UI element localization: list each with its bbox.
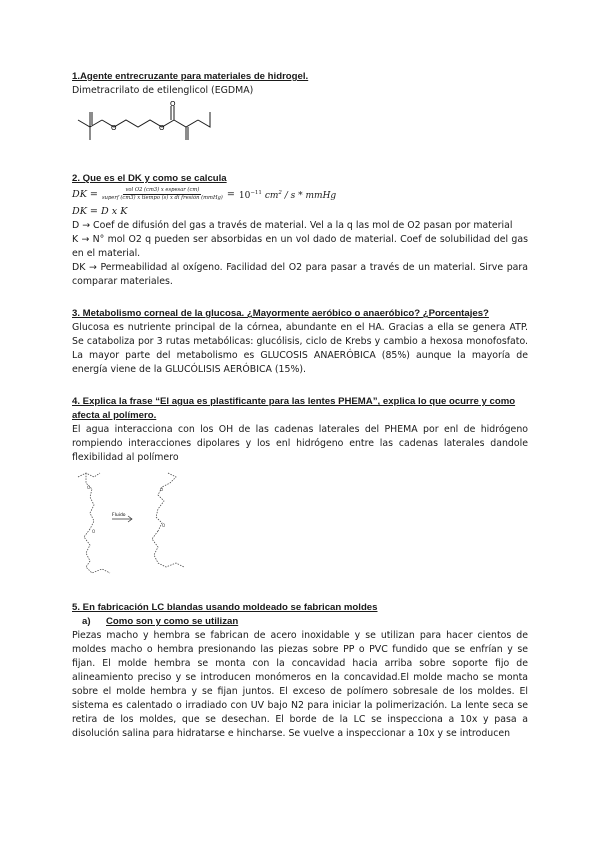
section-4-title: 4. Explica la frase “El agua es plastificante para las lentes PHEMA”, explica lo que ocurre y como afecta al polímero. <box>72 396 516 421</box>
section-3-text: Glucosa es nutriente principal de la córnea, abundante en el HA. Gracias a ella se genera ATP. Se cataboliza por 3 rutas metabólicas: glucólisis, ciclo de Krebs y cambio a hexosa monofosfato. La mayor parte del metabolismo es GLUCOSIS ANAERÓBICA (85%) aunque la mayoría de energía viene de la GLUCÓLISIS AERÓBICA (15%). <box>72 322 528 375</box>
svg-text:O: O <box>160 487 164 492</box>
fluid-arrow-label: Fluido <box>112 513 126 518</box>
dk-product-formula: DK = D x K <box>72 206 128 217</box>
document-page <box>72 70 528 741</box>
section-5a-label: a) <box>82 616 91 627</box>
section-5-text: Piezas macho y hembra se fabrican de acero inoxidable y se utilizan para hacer cientos de moldes macho o hembra presionando las piezas sobre PP o PVC fundido que se enfrían y se fijan. El molde hembra se monta con la concavidad hacia arriba sobre soporte fijo de alineamiento preciso y se introducen monómeros en la concavidad.El molde macho se monta sobre el molde hembra y se fijan juntos. El exceso de polímero sobresale de los moldes. El sistema es calentado o irradiado con UV bajo N2 para iniciar la polimerización. La lente seca se retira de los moldes, que se desechan. El borde de la LC se inspecciona a 10x y pasa a disolución salina para hidratarse e hincharse. Se vuelve a inspeccionar a 10x y se introducen <box>72 630 528 739</box>
formula-fraction <box>102 187 223 202</box>
section-3-title: 3. Metabolismo corneal de la glucosa. ¿Mayormente aeróbico o anaeróbico? ¿Porcentajes? <box>72 308 489 319</box>
formula-denominator: superf (cm3) x tiempo (s) x di fresión (mmHg) <box>101 195 223 201</box>
section-2-title: 2. Que es el DK y como se calcula <box>72 173 227 184</box>
svg-text:O: O <box>87 485 91 490</box>
svg-text:O: O <box>92 529 96 534</box>
formula-numerator: vol O2 (cm3) x espesar (cm) <box>125 187 200 193</box>
section-5-title: 5. En fabricación LC blandas usando moldeado se fabrican moldes <box>72 602 378 613</box>
formula-lhs: DK = <box>72 188 98 200</box>
formula-rhs: $10^{-11}$ $cm^2$ / s * mmHg <box>238 190 337 201</box>
phema-water-diagram <box>72 467 202 585</box>
svg-text:O: O <box>162 523 166 528</box>
dk-formula <box>72 186 528 203</box>
formula-eq: = <box>226 188 235 200</box>
svg-text:O: O <box>159 124 165 132</box>
section-5a-heading <box>82 615 528 629</box>
definition-d: D → Coef de difusión del gas a través de material. Vel a la q las mol de O2 pasan por material <box>72 220 513 231</box>
section-1-text: Dimetracrilato de etilenglicol (EGDMA) <box>72 85 254 96</box>
definition-k: K → N° mol O2 q pueden ser absorbidas en un vol dado de material. Coef de solubilidad del gas en el material. <box>72 234 528 259</box>
section-1-title: 1.Agente entrecruzante para materiales de hidrogel. <box>72 71 309 82</box>
svg-text:O: O <box>111 124 117 132</box>
section-4-text: El agua interacciona con los OH de las cadenas laterales del PHEMA por enl de hidrógeno rompiendo interacciones dipolares y los enl hidrógeno entre las cadenas laterales dandole flexibilidad al polímero <box>72 424 528 463</box>
egdma-structure-diagram <box>72 100 232 152</box>
svg-text:O: O <box>170 100 176 108</box>
section-5a-title: Como son y como se utilizan <box>106 616 239 627</box>
definition-dk: DK → Permeabilidad al oxígeno. Facilidad del O2 para pasar a través de un material. Sirve para comparar materiales. <box>72 262 528 287</box>
